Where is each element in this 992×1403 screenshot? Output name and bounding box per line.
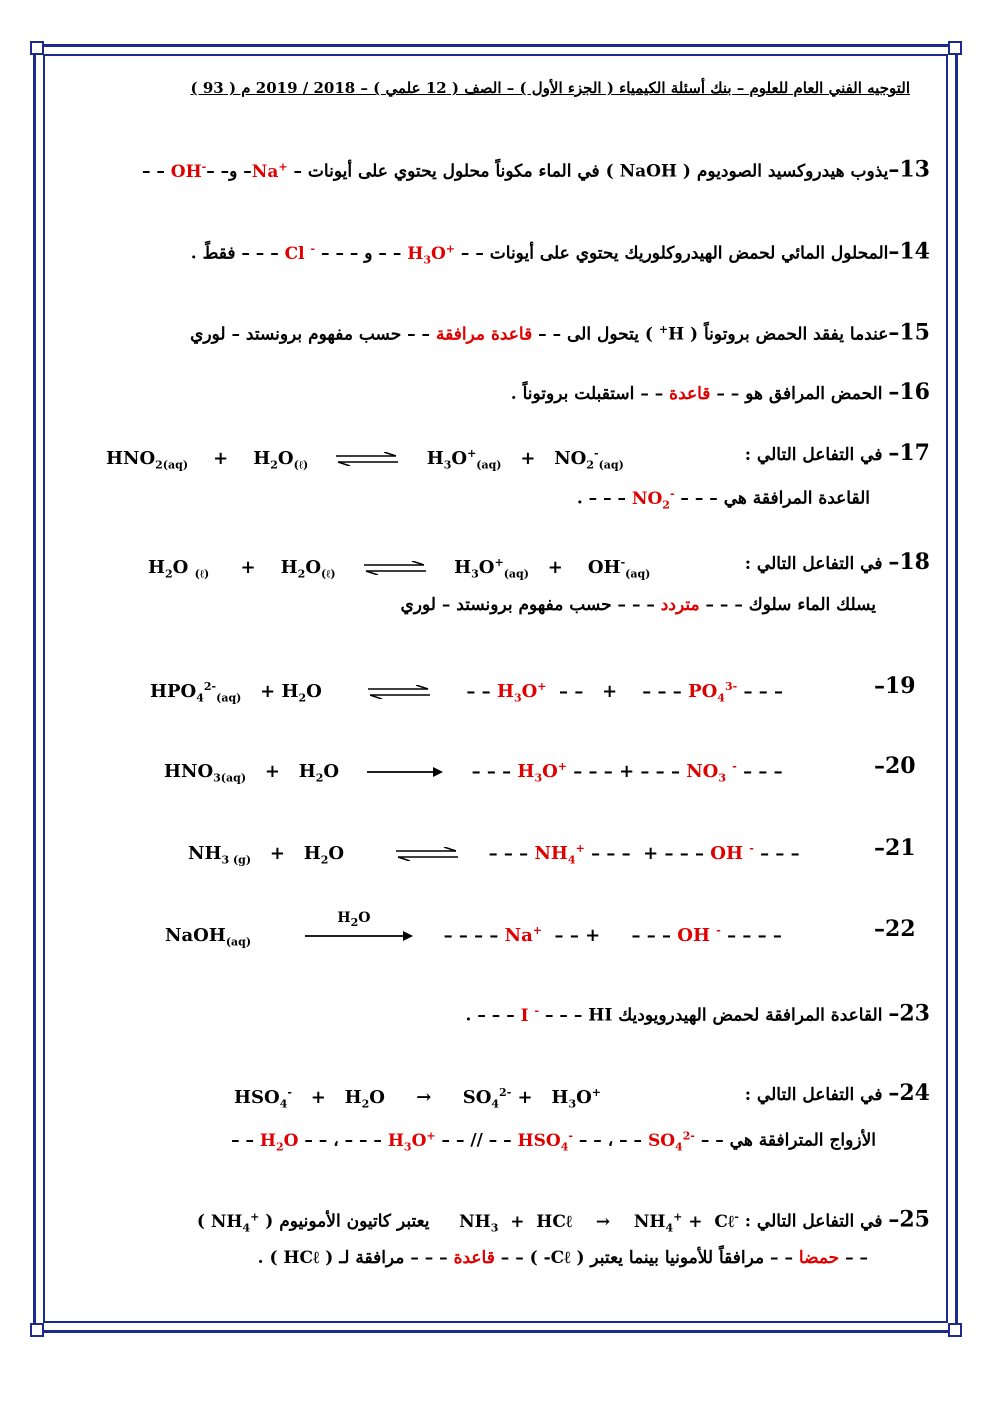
border-corner bbox=[948, 41, 962, 55]
question-23: 23– القاعدة المرافقة لحمض الهيدرويوديك HI – – – I - – – – . bbox=[465, 1000, 930, 1027]
question-19-number: –19 bbox=[874, 673, 916, 699]
water-reaction-arrow: $H_2O$ bbox=[305, 929, 413, 943]
equation-22: NaOH$_{(aq)}$ $H_2O$ – – – – Na+ – – + – – – OH - – – – – bbox=[165, 910, 782, 949]
border-corner bbox=[30, 41, 44, 55]
question-18-answer: يسلك الماء سلوك – – – متردد – – – حسب مفهوم برونستد – لوري bbox=[400, 595, 876, 615]
equilibrium-arrow-icon bbox=[396, 847, 458, 861]
equation-17: $HNO_{2(aq)}$ + $H_2O_{(\ell)}$ $H_3O^+_{(aq)} + NO_2^-_{(aq)}$ bbox=[106, 447, 624, 472]
equilibrium-arrow-icon bbox=[368, 685, 430, 699]
page-header: التوجيه الفني العام للعلوم – بنك أسئلة الكيمياء ( الجزء الأول ) – الصف ( 12 علمي ) – 2018 / 2019 م ( 93 ) bbox=[190, 79, 910, 97]
question-25: 25– في التفاعل التالي : $NH_3$ + HCℓ → $NH_4^+$ + Cℓ- يعتبر كاتيون الأمونيوم ( $NH_4^+$ ) bbox=[196, 1206, 930, 1235]
equation-21: $NH_{3 (g)} + H_2O$ – – – $NH_4^+$ – – – + – – – OH - – – – bbox=[188, 842, 800, 867]
question-17: 17– في التفاعل التالي : bbox=[744, 440, 930, 466]
question-22-number: –22 bbox=[874, 916, 916, 942]
question-20-number: –20 bbox=[874, 753, 916, 779]
reaction-arrow-icon bbox=[305, 929, 413, 943]
question-24: 24– في التفاعل التالي : bbox=[744, 1080, 930, 1106]
question-21-number: –21 bbox=[874, 835, 916, 861]
question-16: 16– الحمض المرافق هو – – قاعدة – – استقبلت بروتوناً . bbox=[510, 379, 930, 405]
question-17-answer: القاعدة المرافقة هي – – – $NO_2^-$ – – – . bbox=[576, 487, 870, 512]
border-corner bbox=[30, 1323, 44, 1337]
equilibrium-arrow-icon bbox=[336, 452, 398, 466]
question-15: 15–عندما يفقد الحمض بروتوناً ( H+ ) يتحول الى – – قاعدة مرافقة – – حسب مفهوم برونستد – لوري bbox=[190, 319, 930, 346]
border-corner bbox=[948, 1323, 962, 1337]
equation-19: $HPO_4^{2-}_{(aq)} + H_2O$ – – $H_3O^+$ – – + – – – $PO_4^{3-}$ – – – bbox=[150, 680, 783, 705]
equation-20: $HNO_{3(aq)} + H_2O$ – – – $H_3O^+$ – – – + – – – $NO_3$ - – – – bbox=[164, 760, 783, 785]
equilibrium-arrow-icon bbox=[364, 561, 426, 575]
question-24-answer: الأزواج المترافقة هي – – $SO_4^{2-}$ – – ، – – $HSO_4^-$ – – // – – $H_3O^+$ – – – ، – – $H_2O$ – – bbox=[231, 1129, 876, 1154]
reaction-arrow-icon bbox=[367, 765, 443, 779]
question-25-answer: – – حمضا – – مرافقاً للأمونيا بينما يعتبر ( Cℓ- ) – – قاعدة – – – مرافقة لـ ( HCℓ ) . bbox=[257, 1248, 868, 1268]
equation-24: $HSO_4^- + H_2O$ → $SO_4^{2-} + H_3O^+$ bbox=[234, 1086, 601, 1111]
question-18: 18– في التفاعل التالي : bbox=[744, 549, 930, 575]
equation-18: $H_2O$ $_{(\ell)}$ + $H_2O_{(\ell)}$ $H_3O^+_{(aq)}$ + $OH^-_{(aq)}$ bbox=[148, 556, 651, 581]
question-13: 13–يذوب هيدروكسيد الصوديوم ( NaOH ) في الماء مكوناً محلول يحتوي على أيونات – Na+– و– –OH- – – bbox=[141, 156, 930, 183]
question-14: 14–المحلول المائي لحمض الهيدروكلوريك يحتوي على أيونات – – $H_3O^+$ – – و – – – Cl - – – – فقطً . bbox=[190, 238, 930, 267]
